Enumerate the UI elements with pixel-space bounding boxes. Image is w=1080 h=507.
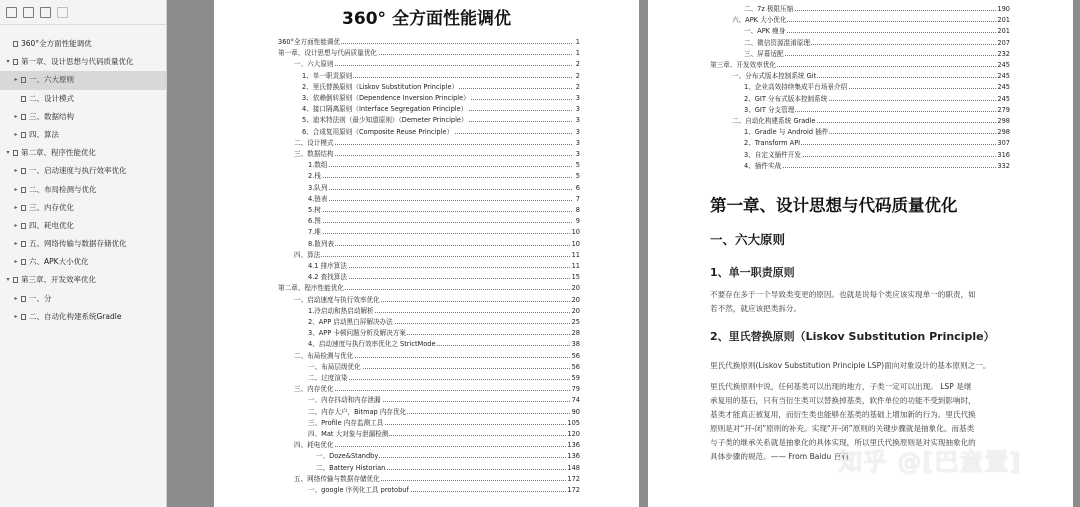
expand-toggle-icon[interactable]: ▸ (14, 185, 18, 193)
toc-entry-title: 2、GIT 分布式版本控制系统 (744, 94, 828, 103)
bookmarks-panel (0, 0, 167, 507)
expand-toggle-icon[interactable]: ▸ (14, 294, 18, 302)
toc-page-number: 2 (575, 60, 580, 69)
toc-entry-title: 一、APK 瘦身 (744, 27, 786, 36)
toc-page-number: 7 (575, 194, 580, 203)
toc-entry-title: 四、耗电优化 (294, 441, 334, 450)
bookmark-item[interactable] (0, 126, 166, 144)
expand-toggle-icon[interactable]: ▾ (6, 276, 10, 284)
toc-leader-dots (308, 211, 572, 212)
paragraph-line: 基类才能真正被复用，而衍生类也能够在基类的基础上增加新的行为。里氏代换 (710, 410, 976, 419)
toc-page-number: 207 (997, 38, 1010, 47)
toc-entry-title: 3.队列 (308, 183, 328, 192)
delete-bookmark-icon[interactable] (57, 7, 68, 18)
paragraph-line: 原则是对“开-闭”原则的补充。实现“开-闭”原则的关键步骤就是抽象化。而基类 (710, 424, 975, 433)
toc-entry-title: 4.链表 (308, 194, 328, 203)
bookmark-label: 第一章、设计思想与代码质量优化 (21, 57, 134, 67)
bookmark-item[interactable] (0, 144, 166, 162)
toc-entry-title: 五、网络传输与数据存储优化 (294, 474, 380, 483)
toc-entry-title: 三、屏幕适配 (744, 49, 784, 58)
toc-page-number: 3 (575, 94, 580, 102)
toc-entry-title: 四、算法 (294, 250, 321, 259)
toc-page-number: 1 (575, 49, 580, 58)
toc-entry[interactable] (278, 37, 580, 47)
toc-entry-title: 4、启动速度与执行效率优化之 StrictMode (308, 340, 436, 349)
toc-entry-title: 一、启动速度与执行效率优化 (294, 295, 380, 304)
bookmark-icon (13, 41, 18, 47)
expand-toggle-icon[interactable]: ▸ (14, 76, 18, 84)
toc-entry-title: 4、插件实战 (744, 161, 782, 170)
toc-entry[interactable] (308, 362, 580, 372)
toc-entry-title: 360°全方面性能调优 (278, 38, 341, 46)
toc-page-number: 11 (571, 250, 580, 259)
toc-page-number: 120 (567, 430, 580, 438)
bookmark-icon (21, 314, 26, 320)
paragraph-line: 与子类的继承关系就是抽象化的具体实现，所以里氏代换原则是对实现抽象化的 (710, 438, 976, 447)
bookmark-item[interactable] (0, 162, 166, 180)
toc-entry[interactable] (308, 194, 580, 204)
toc-entry-title: 4.1 排序算法 (308, 262, 347, 270)
toc-entry[interactable] (308, 429, 580, 439)
toc-entry[interactable] (294, 474, 580, 484)
bookmark-label: 一、启动速度与执行效率优化 (29, 166, 127, 176)
toc-entry[interactable] (302, 115, 580, 125)
toc-page-number: 10 (571, 239, 580, 248)
bookmark-icon (21, 77, 26, 83)
bookmark-item[interactable] (0, 217, 166, 235)
toc-page-number: 3 (575, 138, 580, 147)
toc-entry-title: 四、Mat 大对象与泄漏检测 (308, 430, 389, 438)
expand-toggle-icon[interactable]: ▾ (6, 58, 10, 66)
toc-entry-title: 3、GIT 分支管理 (744, 105, 795, 114)
toc-leader-dots (294, 390, 572, 391)
toc-entry[interactable] (294, 250, 580, 260)
toc-page-number: 105 (567, 418, 580, 427)
toc-entry-title: 一、google 序列化工具 protobuf (308, 486, 409, 494)
toc-page-number: 56 (571, 351, 580, 360)
toc-entry-title: 二、Battery Historian (316, 463, 386, 472)
bookmark-label: 第三章、开发效率优化 (21, 275, 96, 285)
bookmark-icon (21, 96, 26, 102)
toc-leader-dots (308, 189, 572, 190)
toc-entry-title: 2.栈 (308, 172, 321, 181)
paragraph-line: 承复用的基石，只有当衍生类可以替换掉基类，软件单位的功能不受到影响时， (710, 396, 976, 405)
toc-entry[interactable] (308, 395, 580, 405)
toc-page-number: 148 (567, 463, 580, 472)
expand-toggle-icon[interactable]: ▸ (14, 258, 18, 266)
toc-entry[interactable] (302, 82, 580, 92)
toc-entry-title: 一、分布式版本控制系统 Git (732, 72, 817, 81)
toc-entry[interactable] (744, 127, 1010, 137)
toc-entry[interactable] (302, 127, 580, 137)
toc-page-number: 9 (575, 217, 580, 226)
toc-page-number: 136 (567, 441, 580, 450)
bookmark-label: 第二章、程序性能优化 (21, 148, 96, 158)
toc-entry[interactable] (744, 49, 1010, 59)
toc-page-number: 332 (997, 161, 1010, 170)
toc-entry[interactable] (294, 384, 580, 394)
toc-entry-title: 第二章、程序性能优化 (278, 284, 344, 293)
toc-leader-dots (294, 65, 572, 66)
toc-entry[interactable] (308, 183, 580, 193)
toc-page-number: 2 (575, 71, 580, 80)
toc-entry[interactable] (308, 205, 580, 215)
toc-entry-title: 2、Transform API (744, 139, 801, 148)
toc-page-number: 245 (997, 61, 1010, 69)
toc-entry[interactable] (308, 339, 580, 349)
toc-page-number: 20 (571, 306, 580, 315)
toc-entry-title: 三、Profile 内存监测工具 (308, 418, 384, 427)
pdf-page-right (648, 0, 1073, 507)
toc-entry[interactable] (294, 295, 580, 305)
toc-leader-dots (294, 144, 572, 145)
bookmark-icon (21, 132, 26, 138)
paragraph-line: 不要存在多于一个导致类变更的原因。也就是说每个类应该实现单一的职责，如 (710, 290, 976, 299)
toc-page-number: 38 (571, 340, 580, 349)
bookmark-icon (13, 150, 18, 156)
toc-page-number: 1 (575, 38, 580, 46)
toc-page-number: 3 (575, 150, 580, 158)
toc-page-number: 2 (575, 82, 580, 91)
toc-entry-title: 4、接口隔离原则（Interface Segregation Principle） (302, 105, 468, 114)
toc-entry-title: 6.图 (308, 217, 321, 226)
toc-entry[interactable] (710, 60, 1010, 70)
bookmark-item[interactable] (0, 271, 166, 289)
toc-entry[interactable] (744, 38, 1010, 48)
toc-page-number: 298 (997, 117, 1010, 125)
toc-leader-dots (308, 245, 572, 246)
toc-leader-dots (744, 167, 1002, 168)
bookmark-icon (21, 241, 26, 247)
toc-page-number: 6 (575, 183, 580, 192)
toc-entry[interactable] (308, 227, 580, 237)
toc-entry-title: 5.树 (308, 206, 321, 214)
toc-entry-title: 六、APK 大小优化 (732, 16, 787, 25)
toc-entry[interactable] (308, 485, 580, 495)
bookmark-item[interactable] (0, 253, 166, 271)
toc-entry[interactable] (744, 150, 1010, 160)
toc-page-number: 245 (997, 94, 1010, 103)
toc-leader-dots (308, 177, 572, 178)
bookmark-label: 二、设计模式 (29, 93, 74, 103)
bookmark-label: 二、布局检测与优化 (29, 184, 97, 194)
toc-page-number: 307 (997, 139, 1010, 148)
bookmark-icon (21, 168, 26, 174)
toc-page-number: 201 (997, 27, 1010, 36)
toc-page-number: 190 (997, 5, 1010, 13)
toc-page-number: 298 (997, 128, 1010, 137)
toc-page-number: 172 (567, 474, 580, 483)
toc-entry[interactable] (308, 171, 580, 181)
bookmark-label: 二、自动化构建系统Gradle (29, 311, 122, 321)
chapter-heading: 第一章、设计思想与代码质量优化 (710, 196, 958, 215)
bookmark-icon (21, 223, 26, 229)
toc-entry[interactable] (278, 283, 580, 293)
expand-toggle-icon[interactable]: ▸ (14, 167, 18, 175)
toc-page-number: 10 (571, 228, 580, 237)
toc-entry[interactable] (308, 306, 580, 316)
toc-entry-title: 6、合成复用原则（Composite Reuse Principle） (302, 127, 454, 136)
bookmark-item[interactable] (0, 290, 166, 308)
toc-entry-title: 二、过度渲染 (308, 374, 348, 382)
bookmark-label: 三、内存优化 (29, 202, 74, 212)
toc-entry-title: 一、内存抖动和内存泄漏 (308, 396, 381, 405)
expand-bookmark-icon[interactable] (23, 7, 34, 18)
toc-entry-title: 8.散列表 (308, 239, 335, 248)
toc-entry[interactable] (732, 71, 1010, 81)
toc-entry[interactable] (744, 26, 1010, 36)
bookmark-icon (21, 296, 26, 302)
expand-toggle-icon[interactable]: ▸ (14, 112, 18, 120)
toc-entry-title: 三、数据结构 (294, 150, 334, 158)
toc-entry[interactable] (744, 94, 1010, 104)
bookmark-label: 四、算法 (29, 129, 59, 139)
toc-page-number: 74 (571, 396, 580, 405)
toc-leader-dots (294, 256, 572, 257)
toc-entry[interactable] (308, 216, 580, 226)
paragraph-line: 具体步骤的规范。—— From Baidu 百科 (710, 452, 849, 461)
toc-entry-title: 1、单一职责原则 (302, 71, 353, 80)
toc-entry[interactable] (308, 261, 580, 271)
bookmark-label: 六、APK大小优化 (29, 257, 89, 267)
toc-page-number: 3 (575, 105, 580, 114)
toc-page-number: 90 (571, 407, 580, 416)
bookmark-options-icon[interactable] (6, 7, 17, 18)
toc-entry[interactable] (744, 138, 1010, 148)
bookmark-item[interactable] (0, 35, 166, 53)
toc-entry-title: 一、Doze&Standby (316, 452, 379, 461)
toc-entry-title: 二、布局检测与优化 (294, 351, 354, 360)
bookmark-icon (21, 205, 26, 211)
toc-entry[interactable] (744, 4, 1010, 14)
toc-entry-title: 3、自定义插件开发 (744, 150, 801, 159)
bookmark-label: 三、数据结构 (29, 111, 74, 121)
toc-page-number: 172 (567, 486, 580, 494)
toc-page-number: 59 (571, 374, 580, 382)
toc-leader-dots (294, 446, 572, 447)
bookmark-label: 五、网络传输与数据存储优化 (29, 239, 127, 249)
paragraph-line: 里氏代换原则中说，任何基类可以出现的地方，子类一定可以出现。 LSP 是继 (710, 382, 972, 391)
toc-entry[interactable] (744, 82, 1010, 92)
toc-entry-title: 二、设计模式 (294, 138, 334, 147)
bookmark-tree (0, 25, 166, 326)
toc-leader-dots (308, 222, 572, 223)
toc-page-number: 3 (575, 116, 580, 125)
toc-entry[interactable] (308, 373, 580, 383)
toc-page-number: 79 (571, 385, 580, 394)
bookmark-item[interactable] (0, 308, 166, 326)
toc-entry[interactable] (302, 93, 580, 103)
toc-page-number: 25 (571, 318, 580, 326)
toc-entry[interactable] (308, 328, 580, 338)
toc-entry-title: 二、微信资源混淆原理 (744, 38, 810, 47)
toc-entry-title: 2、APP 启动黑白屏解决办法 (308, 318, 393, 326)
subsection-heading-2: 2、里氏替换原则（Liskov Substitution Principle） (710, 330, 995, 343)
bookmark-label: 360°全方面性能调优 (21, 39, 92, 48)
bookmark-icon (13, 277, 18, 283)
toc-page-number: 245 (997, 83, 1010, 92)
bookmark-label: 一、分 (29, 293, 52, 303)
toc-page-number: 20 (571, 295, 580, 304)
toc-entry[interactable] (294, 351, 580, 361)
toc-page-number: 201 (997, 16, 1010, 25)
toc-entry-title: 二、7z 极限压缩 (744, 5, 794, 13)
bookmark-item[interactable] (0, 90, 166, 108)
bookmark-item[interactable] (0, 108, 166, 126)
toc-page-number: 232 (997, 49, 1010, 58)
toc-entry-title: 二、内存大户，Bitmap 内存优化 (308, 407, 407, 416)
toc-entry[interactable] (278, 48, 580, 58)
bookmark-item[interactable] (0, 71, 166, 89)
toc-entry[interactable] (308, 317, 580, 327)
toc-page-number: 15 (571, 273, 580, 282)
toc-page-number: 136 (567, 452, 580, 461)
bookmark-icon (21, 114, 26, 120)
toc-entry-title: 1、企业高效持续集成平台场景介绍 (744, 83, 848, 92)
toc-entry[interactable] (294, 149, 580, 159)
toc-entry[interactable] (316, 451, 580, 461)
bookmark-item[interactable] (0, 235, 166, 253)
toc-entry[interactable] (744, 161, 1010, 171)
expand-toggle-icon[interactable]: ▾ (6, 149, 10, 157)
toc-entry-title: 3、依赖倒转原则（Dependence Inversion Principle） (302, 94, 470, 102)
expand-toggle-icon[interactable]: ▸ (14, 312, 18, 320)
expand-toggle-icon[interactable]: ▸ (14, 240, 18, 248)
expand-toggle-icon[interactable]: ▸ (14, 130, 18, 138)
toc-entry[interactable] (732, 116, 1010, 126)
toc-entry-title: 3、APP 卡顿问题分析及解决方案 (308, 329, 406, 338)
toc-page-number: 56 (571, 362, 580, 371)
bookmark-icon (21, 259, 26, 265)
toc-entry[interactable] (294, 138, 580, 148)
toc-page-number: 5 (575, 172, 580, 181)
toc-leader-dots (308, 233, 572, 234)
toc-entry[interactable] (294, 440, 580, 450)
toc-page-number: 28 (571, 329, 580, 338)
toc-page-number: 245 (997, 72, 1010, 81)
page-title: 360° 全方面性能调优 (342, 9, 511, 29)
toc-entry[interactable] (308, 160, 580, 170)
toc-entry-title: 2、里氏替换原则（Liskov Substitution Principle） (302, 82, 459, 91)
toc-entry[interactable] (316, 463, 580, 473)
bookmark-label: 一、六大原则 (29, 75, 74, 85)
toc-entry-title: 三、内存优化 (294, 385, 334, 394)
paragraph-srp (710, 288, 1014, 316)
toc-entry[interactable] (302, 104, 580, 114)
toc-page-number: 279 (997, 105, 1010, 114)
expand-toggle-icon[interactable]: ▸ (14, 203, 18, 211)
toc-entry[interactable] (308, 239, 580, 249)
toc-entry[interactable] (744, 105, 1010, 115)
watermark: 知乎 @[巴童置] (838, 448, 1022, 476)
bookmarks-toolbar (0, 0, 166, 25)
toc-entry-title: 4.2 查找算法 (308, 273, 347, 282)
bookmark-icon (13, 59, 18, 65)
toc-page-number: 5 (575, 161, 580, 170)
bookmark-item[interactable] (0, 199, 166, 217)
toc-entry[interactable] (732, 15, 1010, 25)
paragraph-lsp-intro: 里氏代换原则(Liskov Substitution Principle LSP)面向对象设计的基本原则之一。 (710, 361, 991, 370)
toc-entry-title: 第一章、设计思想与代码质量优化 (278, 49, 377, 58)
bookmark-icon (21, 187, 26, 193)
pdf-page-left (214, 0, 639, 507)
toc-entry-title: 1、Gradle 与 Android 插件 (744, 128, 829, 137)
toc-entry[interactable] (294, 59, 580, 69)
expand-toggle-icon[interactable]: ▸ (14, 221, 18, 229)
toc-leader-dots (308, 166, 572, 167)
paragraph-line: 若不然，就应该把类拆分。 (710, 304, 802, 313)
toc-entry-title: 第三章、开发效率优化 (710, 61, 776, 69)
toc-entry[interactable] (302, 71, 580, 81)
section-heading: 一、六大原则 (710, 232, 786, 247)
bookmark-label: 四、耗电优化 (29, 220, 74, 230)
bookmark-item[interactable] (0, 53, 166, 71)
toc-page-number: 8 (575, 206, 580, 214)
toc-entry-title: 7.堆 (308, 228, 321, 237)
toc-entry[interactable] (308, 272, 580, 282)
toc-entry[interactable] (308, 407, 580, 417)
toc-page-number: 316 (997, 150, 1010, 159)
bookmark-item[interactable] (0, 181, 166, 199)
toc-entry-title: 一、布局层级优化 (308, 362, 361, 371)
toc-entry-title: 一、六大原则 (294, 60, 334, 69)
toc-entry[interactable] (308, 418, 580, 428)
toc-entry-title: 5、迪米特法则（最少知道原则）（Demeter Principle） (302, 116, 468, 125)
toc-entry-title: 1.冷启动和热启动解析 (308, 306, 374, 315)
toc-page-number: 11 (571, 262, 580, 270)
subsection-heading-1: 1、单一职责原则 (710, 266, 795, 279)
toc-leader-dots (308, 200, 572, 201)
toc-page-number: 3 (575, 127, 580, 136)
toc-page-number: 20 (571, 284, 580, 293)
toc-entry-title: 1.数组 (308, 161, 328, 170)
toc-entry-title: 二、自动化构建系统 Gradle (732, 117, 816, 125)
collapse-bookmark-icon[interactable] (40, 7, 51, 18)
toc-leader-dots (294, 155, 572, 156)
